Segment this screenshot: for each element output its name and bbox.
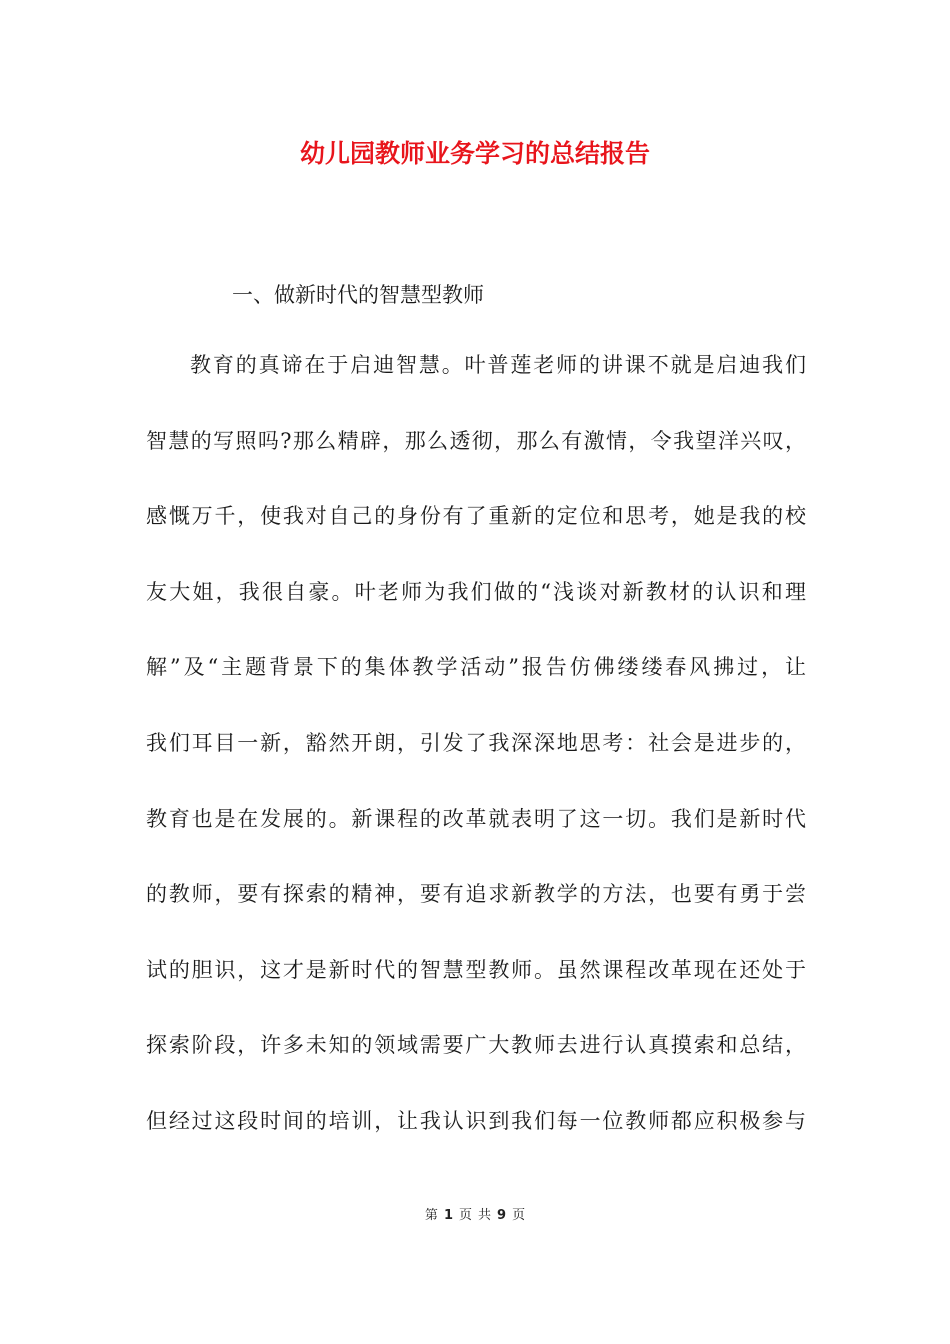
footer-current-page: 1 xyxy=(443,1208,453,1223)
footer-total-pages: 9 xyxy=(497,1208,507,1223)
body-line: 试的胆识，这才是新时代的智慧型教师。虽然课程改革现在还处于 xyxy=(146,957,806,982)
footer-total-prefix: 共 xyxy=(478,1208,492,1223)
body-line: 教育的真谛在于启迪智慧。叶普莲老师的讲课不就是启迪我们 xyxy=(190,353,806,377)
document-title: 幼儿园教师业务学习的总结报告 xyxy=(299,139,650,168)
body-line: 友大姐，我很自豪。叶老师为我们做的“浅谈对新教材的认识和理 xyxy=(146,579,806,604)
body-line: 教育也是在发展的。新课程的改革就表明了这一切。我们是新时代 xyxy=(146,806,806,831)
footer-page-word: 页 xyxy=(458,1208,472,1223)
page-number-footer xyxy=(0,1206,950,1226)
footer-prefix: 第 xyxy=(424,1208,438,1223)
body-line: 但经过这段时间的培训，让我认识到我们每一位教师都应积极参与 xyxy=(146,1108,806,1133)
body-line: 感慨万千，使我对自己的身份有了重新的定位和思考，她是我的校 xyxy=(146,504,806,529)
section-heading: 一、做新时代的智慧型教师 xyxy=(232,283,484,307)
body-line: 我们耳目一新，豁然开朗，引发了我深深地思考：社会是进步的， xyxy=(146,730,806,755)
body-line: 解”及“主题背景下的集体教学活动”报告仿佛缕缕春风拂过，让 xyxy=(146,655,806,680)
body-line: 探索阶段，许多未知的领域需要广大教师去进行认真摸索和总结， xyxy=(146,1033,806,1058)
footer-suffix: 页 xyxy=(512,1208,526,1223)
body-line: 的教师，要有探索的精神，要有追求新教学的方法，也要有勇于尝 xyxy=(146,882,806,907)
body-line: 智慧的写照吗?那么精辟，那么透彻，那么有激情，令我望洋兴叹， xyxy=(146,428,806,453)
body-paragraph xyxy=(146,348,806,1180)
